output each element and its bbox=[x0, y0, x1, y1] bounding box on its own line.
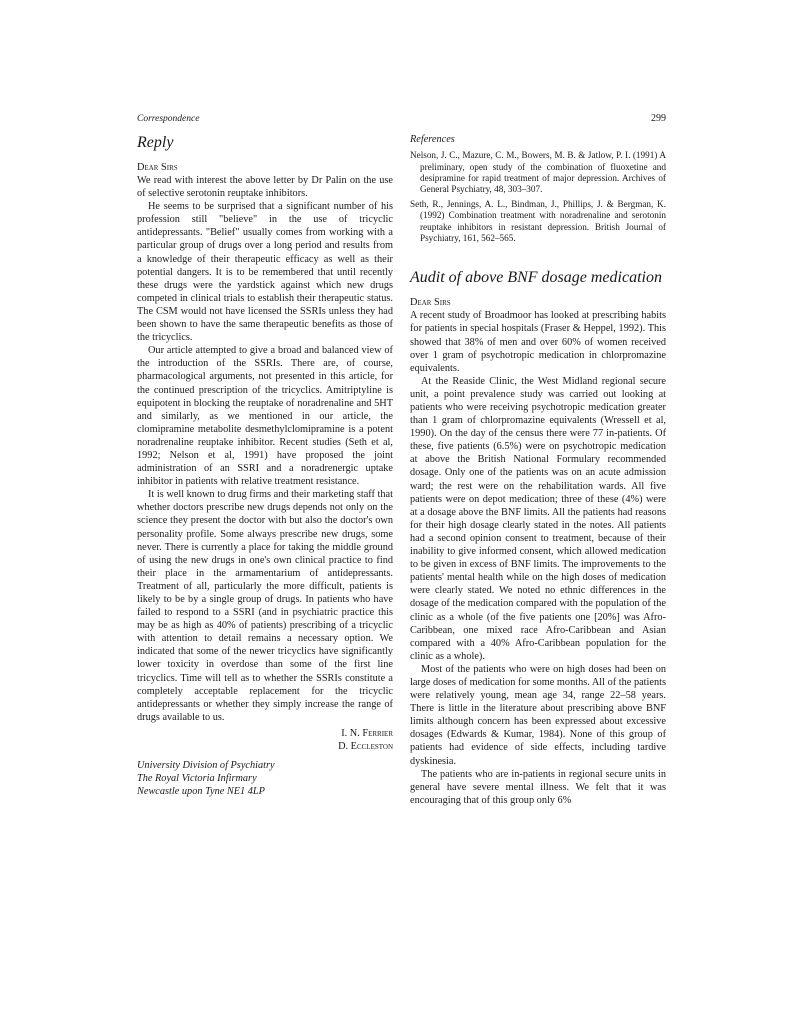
reply-title: Reply bbox=[137, 134, 174, 151]
reply-paragraph: Our article attempted to give a broad and balanced view of the introduction of the SSRIs. There are, of course, pharmacological arguments, not presented in this article, for the continued prescription of the tricyclics. Amitriptyline is equipotent in blocking the reuptake of noradrenaline and 5HT and similarly, as we mentioned in our article, the clomipramine metabolite desmethylclomipramine is a potent noradrenaline reuptake inhibitor. Recent studies (Seth et al, 1992; Nelson et al, 1991) have proposed the joint administration of an SSRI and a noradrenergic uptake inhibitor in patients with relative treatment resistance. bbox=[137, 345, 393, 488]
running-head: Correspondence bbox=[137, 114, 200, 124]
affiliation bbox=[137, 759, 393, 799]
audit-title: Audit of above BNF dosage medication bbox=[410, 269, 662, 287]
reply-salutation: Dear Sirs bbox=[137, 162, 178, 173]
signatory: D. Eccleston bbox=[338, 740, 393, 752]
reply-paragraph: He seems to be surprised that a significant number of his profession still "believe" in the use of tricyclic antidepressants. "Belief" usually comes from working with a particular group of drugs over a long period and results from a knowledge of their therapeutic efficacy as well as their potential dangers. It is to be remembered that until recently these drugs were the yardstick against which new drugs competed in clinical trials to establish their therapeutic status. The CSM would not have licensed the SSRIs unless they had been shown to have the same therapeutic benefits as those of the tricyclics. bbox=[137, 201, 393, 344]
right-column bbox=[410, 133, 666, 807]
audit-paragraph: Most of the patients who were on high doses had been on large doses of medication for some months. All of the patients were relatively young, mean age 34, range 22–58 years. There is little in the literature about prescribing above BNF limits although concern has been expressed about excessive dosages (Edwards & Kumar, 1984). None of this group of patients had evidence of side effects, including tardive dyskinesia. bbox=[410, 663, 666, 767]
signatory: I. N. Ferrier bbox=[341, 727, 393, 739]
reference-item: Nelson, J. C., Mazure, C. M., Bowers, M. B. & Jatlow, P. I. (1991) A preliminary, open study of the combination of fluoxetine and desipramine for rapid treatment of major depression. Archives of General Psychiatry, 48, 303–307. bbox=[410, 150, 666, 195]
reply-paragraph: It is well known to drug firms and their marketing staff that whether doctors prescribe new drugs depends not only on the science they present the doctor with but also the doctor's own personality profile. Some always prescribe new drugs, some never. There is currently a place for taking the middle ground of using the new drugs in one's own clinical practice to find their place in the armamentarium of antidepressants. Treatment of all, particularly the more difficult, patients is likely to be by a single group of drugs. In patients who have failed to respond to a SSRI (and in psychiatric practice this may be as high as 40% of patients) prescribing of a tricyclic with attention to detail remains a necessary option. We indicated that some of the newer tricyclics have significantly lower toxicity in overdose than some of the first line tricyclics. Time will tell as to whether the SSRIs constitute a completely acceptable replacement for the tricyclic antidepressants or whether they simply increase the range of drugs available to us. bbox=[137, 489, 393, 723]
reference-item: Seth, R., Jennings, A. L., Bindman, J., Phillips, J. & Bergman, K. (1992) Combination treatment with noradrenaline and serotonin reuptake inhibitors in resistant depression. British Journal of Psychiatry, 161, 562–565. bbox=[410, 198, 666, 243]
audit-salutation: Dear Sirs bbox=[410, 297, 451, 309]
references-heading: References bbox=[410, 134, 455, 145]
signatories bbox=[137, 727, 393, 753]
audit-paragraph: At the Reaside Clinic, the West Midland regional secure unit, a point prevalence study was carried out looking at patients who were receiving psychotropic medication greater than 1 gram of chlorpromazine equivalents (Wressell et al, 1990). On the day of the census there were 77 in-patients. Of these, five patients (6.5%) were on psychotropic medication at above the British National Formulary recommended dosage. Only one of the patients was on an acute admission ward; the rest were on the rehabilitation wards. All five patients were on depot medication; three of these (4%) were at a dosage above the BNF limits. All the patients had reasons for their high dosage clearly stated in the notes. All patients had a second opinion consent to treatment, because of their inability to give informed consent, which allowed medication to be given in excess of BNF limits. The improvements to the patients' mental health while on the high doses of medication were clearly stated. We noted no ethnic differences in the dosage of the medication compared with the population of the clinic as a whole (of the five patients one [20%] was Afro-Caribbean, one mixed race Afro-Caribbean and Asian compared with a 40% Afro-Caribbean population for the clinic as a whole). bbox=[410, 375, 666, 662]
affiliation-line: Newcastle upon Tyne NE1 4LP bbox=[137, 786, 265, 798]
affiliation-line: The Royal Victoria Infirmary bbox=[137, 773, 257, 785]
audit-paragraph: The patients who are in-patients in regional secure units in general have severe mental illness. We felt that it was encouraging that of this group only 6% bbox=[410, 768, 666, 806]
page-number: 299 bbox=[651, 113, 666, 124]
affiliation-line: University Division of Psychiatry bbox=[137, 759, 275, 771]
reply-column bbox=[137, 133, 393, 799]
reply-paragraph: We read with interest the above letter by Dr Palin on the use of selective serotonin reuptake inhibitors. bbox=[137, 175, 393, 200]
audit-paragraph: A recent study of Broadmoor has looked at prescribing habits for patients in special hospitals (Fraser & Heppel, 1992). This showed that 38% of men and over 60% of women received over 1 gram of psychotropic medication in chlorpromazine equivalents. bbox=[410, 310, 666, 374]
